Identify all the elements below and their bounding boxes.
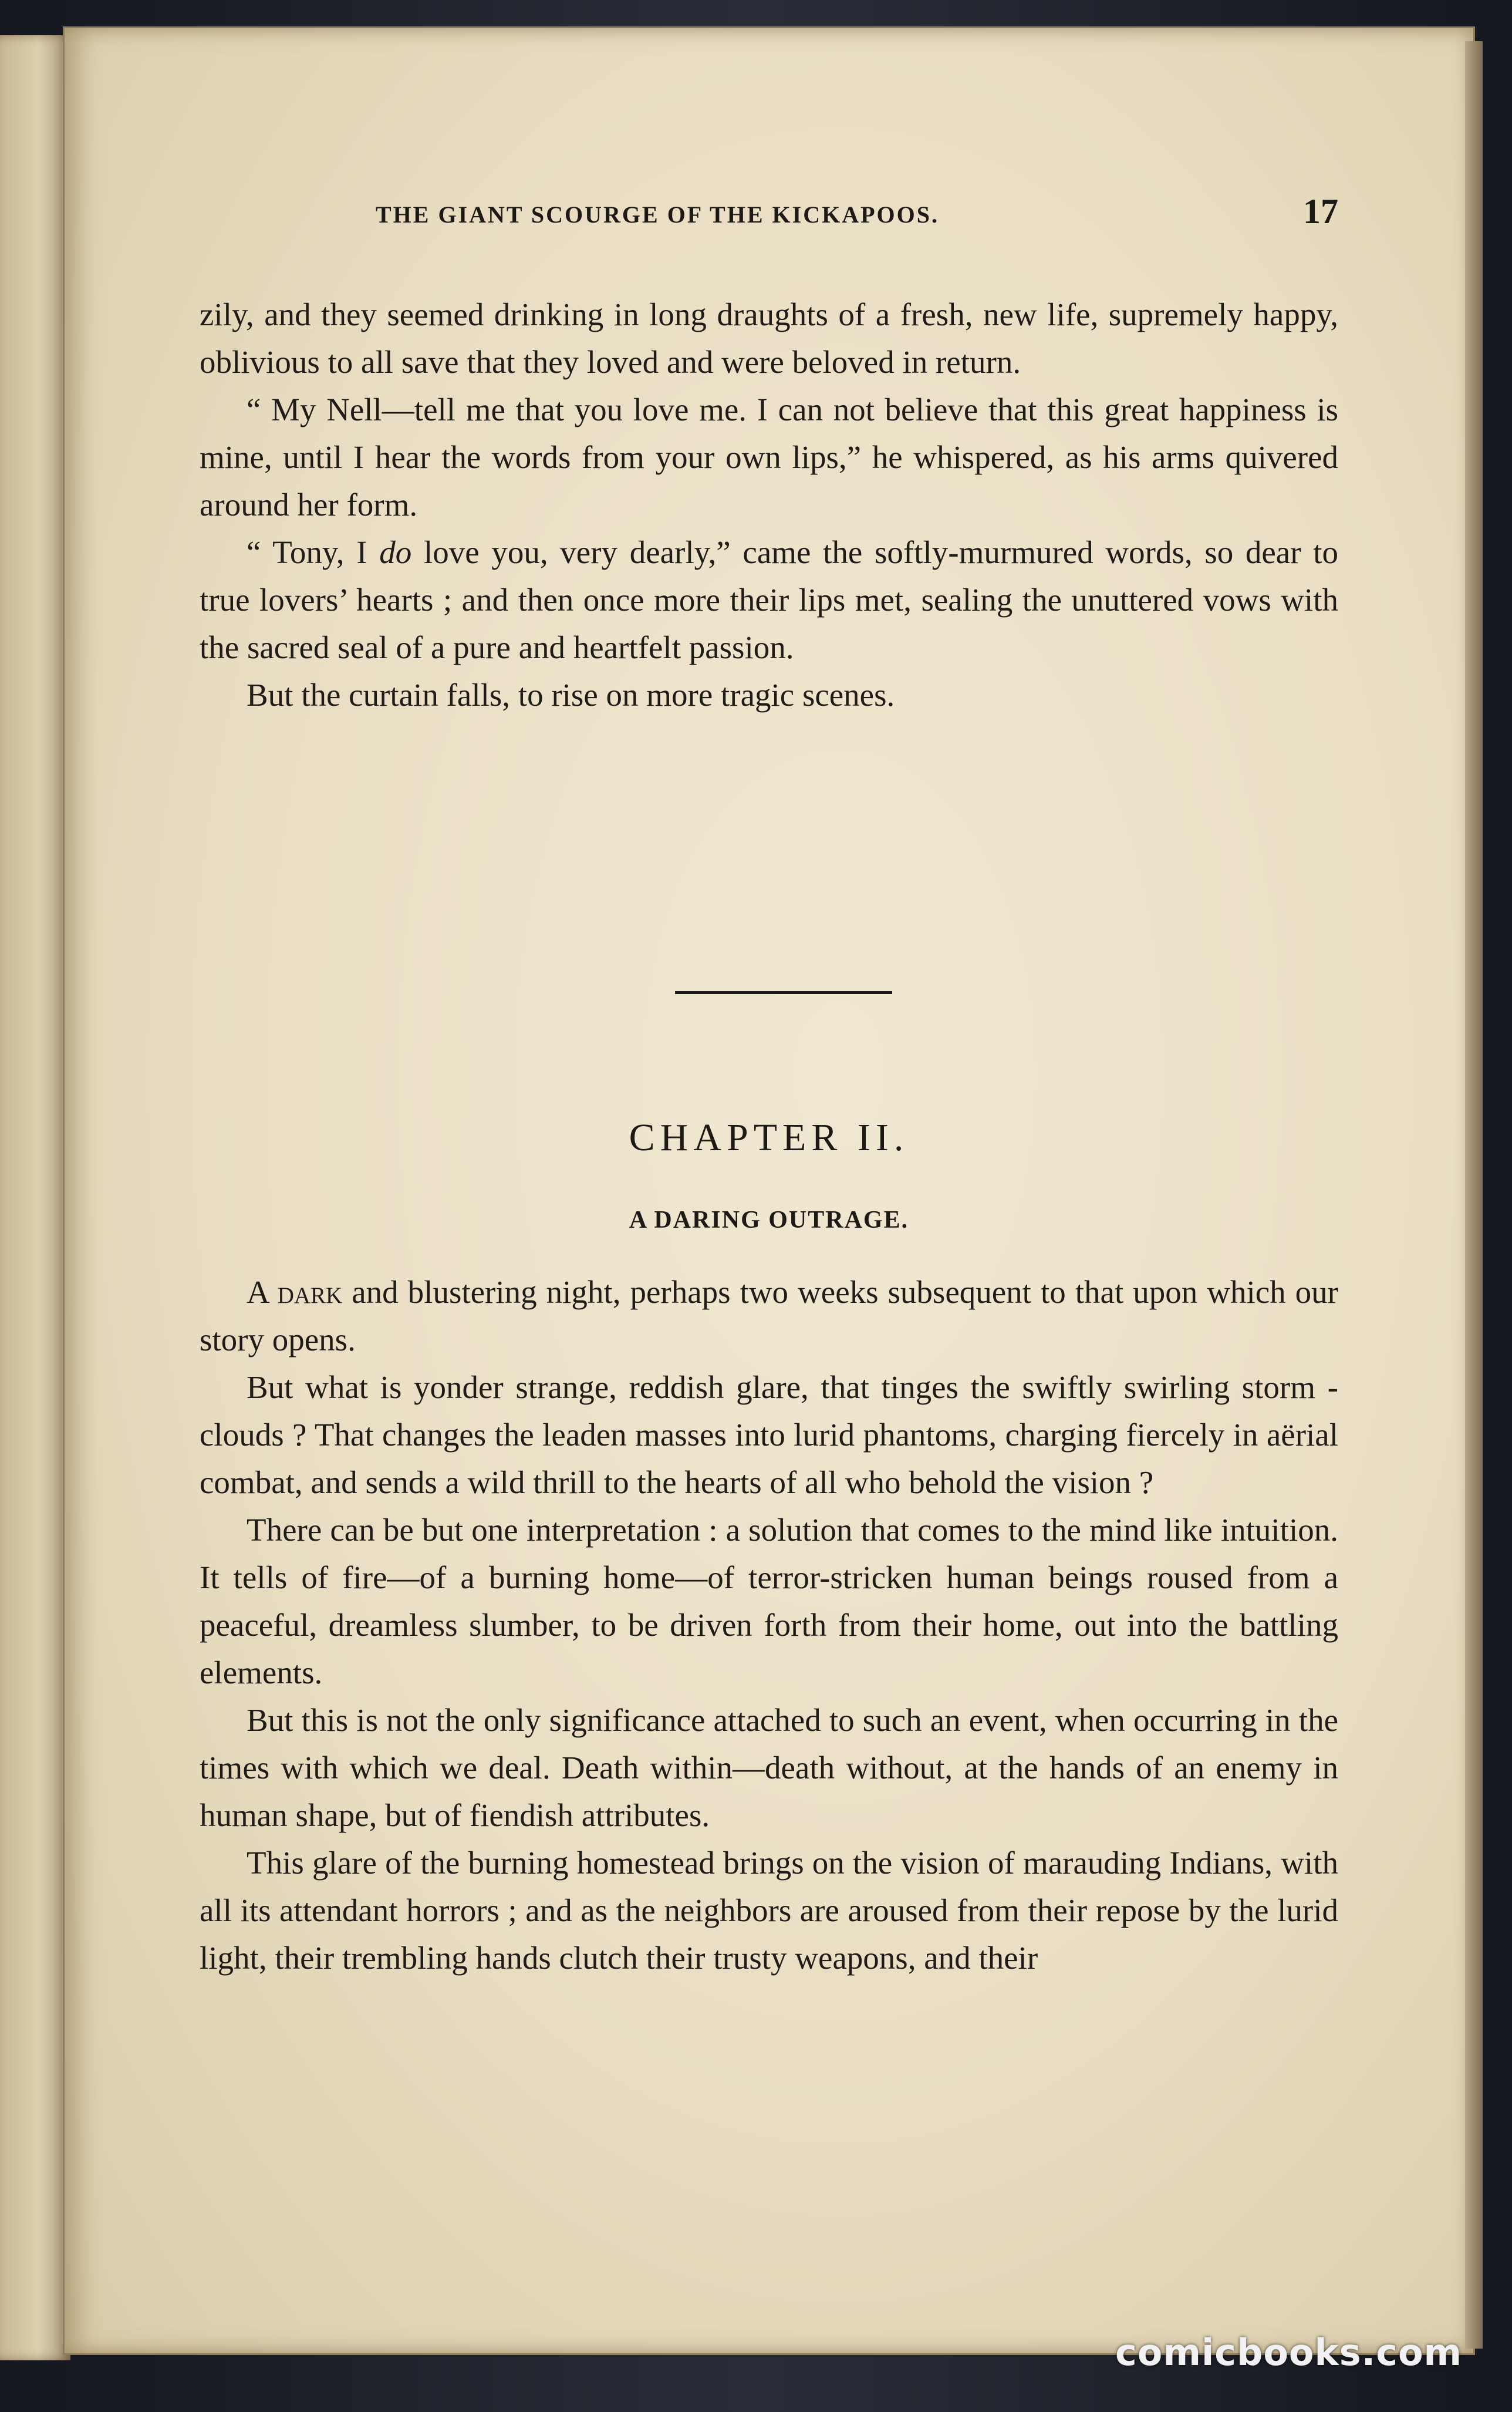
reply-start: “ Tony, I: [247, 534, 380, 570]
right-page-edge: [1465, 41, 1483, 2349]
page-number: 17: [1303, 192, 1338, 231]
site-watermark: comicbooks.com: [1115, 2331, 1463, 2374]
paragraph-curtain: But the curtain falls, to rise on more tragic scenes.: [247, 677, 895, 713]
chapter-title: CHAPTER II.: [629, 1116, 909, 1159]
paragraph-nell-dialogue: “ My Nell—tell me that you love me. I can not believe that this great happiness is mine, until I hear the words from your own lips,” he whispered, as his arms quivered around her form.: [200, 392, 1338, 523]
section-divider: [675, 991, 892, 994]
chapter-paragraph-4: But this is not the only significance attached to such an event, when occurring in the times with which we deal. Death within—death without, at the hands of an enemy in human shape, but of fiendish attributes.: [200, 1702, 1338, 1833]
chapter-text: [200, 1268, 1338, 1982]
reply-end: love you, very dearly,” came the softly-murmured words, so dear to true lovers’ hearts ; and then once more their lips met, sealing the unuttered vows with the sacred seal of a pure and heartfelt passion.: [200, 534, 1339, 665]
paragraph-tony-reply: [200, 528, 1338, 671]
section-one-text: [200, 291, 1338, 719]
left-page-edge: [0, 35, 70, 2360]
emphasis-do: do: [379, 534, 412, 570]
chapter-subtitle: A DARING OUTRAGE.: [629, 1207, 909, 1234]
chapter-paragraph-3: There can be but one interpretation : a solution that comes to the mind like intuition. It tells of fire—of a burning home—of terror-stricken human beings roused from a peaceful, dreamless slumber, to be driven forth from their home, out into the battling elements.: [200, 1512, 1338, 1690]
chapter-paragraph-1-rest: and blustering night, perhaps two weeks subsequent to that upon which our story opens.: [200, 1274, 1338, 1357]
chapter-paragraph-5: This glare of the burning homestead brings on the vision of marauding Indians, with all its attendant horrors ; and as the neighbors are aroused from their repose by the lurid light, their trembling hands clutch their trusty weapons, and their: [200, 1845, 1338, 1976]
chapter-lead-words: A dark: [247, 1274, 343, 1310]
chapter-paragraph-2: But what is yonder strange, reddish glare, that tinges the swiftly swirling storm - clouds ? That changes the leaden masses into lurid phantoms, charging fiercely in aërial combat, and sends a wild thrill to the hearts of all who behold the vision ?: [200, 1369, 1338, 1500]
running-head: THE GIANT SCOURGE OF THE KICKAPOOS.: [376, 201, 939, 228]
chapter-paragraph-1: [200, 1268, 1338, 1363]
page-header: [135, 194, 1338, 241]
paragraph-continued: zily, and they seemed drinking in long draughts of a fresh, new life, supremely happy, oblivious to all save that they loved and were beloved in return.: [200, 297, 1338, 380]
